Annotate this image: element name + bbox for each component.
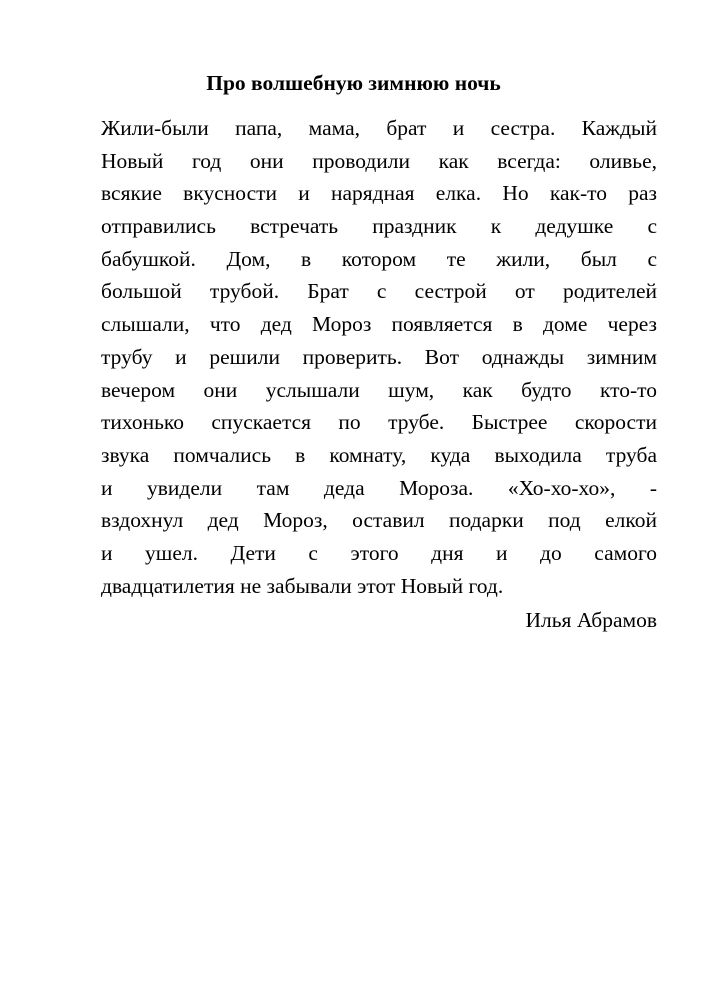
- story-line: Жили-были папа, мама, брат и сестра. Каждый: [101, 116, 657, 140]
- story-line: бабушкой. Дом, в котором те жили, был с: [101, 246, 657, 271]
- story-line: отправились встречать праздник к дедушке с: [101, 214, 657, 239]
- story-line: вечером они услышали шум, как будто кто-то: [101, 377, 657, 402]
- story-line: всякие вкусности и нарядная елка. Но как-то раз: [101, 181, 657, 206]
- story-line: слышали, что дед Мороз появляется в доме через: [101, 312, 657, 337]
- story-line: вздохнул дед Мороз, оставил подарки под елкой: [101, 508, 657, 533]
- story-line: звука помчались в комнату, куда выходила труба: [101, 442, 657, 467]
- story-line: большой трубой. Брат с сестрой от родителей: [101, 279, 657, 304]
- story-line: трубу и решили проверить. Вот однажды зимним: [101, 344, 657, 369]
- story-line: Новый год они проводили как всегда: оливье,: [101, 148, 657, 173]
- story-line: тихонько спускается по трубе. Быстрее скорости: [101, 410, 657, 435]
- story-line: двадцатилетия не забывали этот Новый год.: [101, 573, 504, 598]
- document-title: Про волшебную зимнюю ночь: [206, 71, 501, 95]
- story-line: и увидели там деда Мороза. «Хо-хо-хо», -: [101, 475, 657, 500]
- story-body: [101, 112, 657, 602]
- story-line: и ушел. Дети с этого дня и до самого: [101, 540, 657, 565]
- author-signature: Илья Абрамов: [525, 608, 657, 632]
